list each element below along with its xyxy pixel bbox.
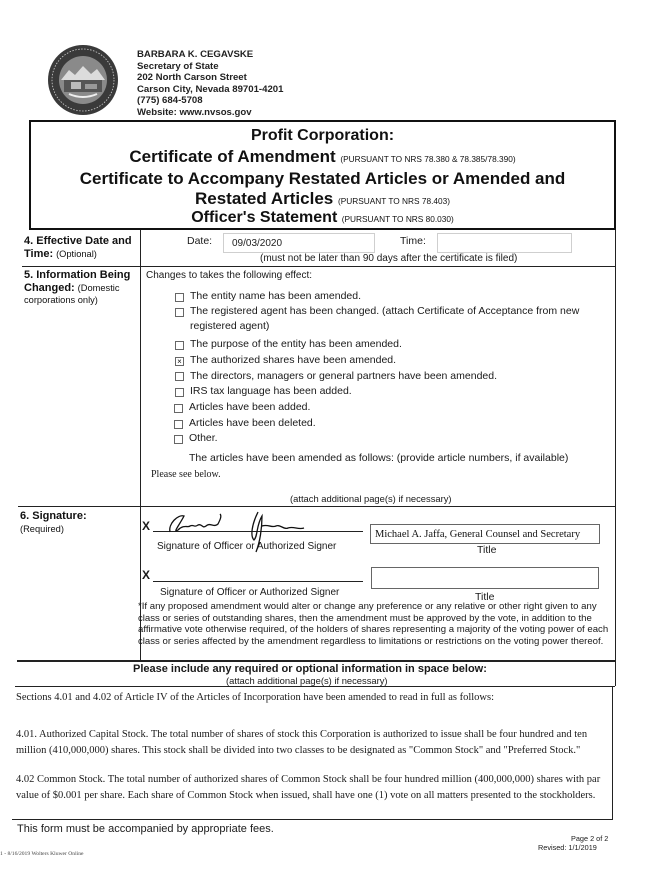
checkbox-entity-name[interactable]: [175, 293, 184, 302]
row-divider: [18, 506, 616, 507]
row-divider: [17, 660, 616, 662]
amendment-intro-paragraph: Sections 4.01 and 4.02 of Article IV of the Articles of Incorporation have been amended to read in full as follows:: [16, 692, 495, 703]
form-title-box: [29, 120, 616, 230]
title-text: Officer's Statement: [191, 209, 338, 226]
section-label-text: 5. Information Being: [24, 269, 131, 281]
section-label-text: Time:: [24, 247, 54, 260]
section5-label: [24, 269, 130, 307]
print-stamp: 1 - 8/16/2019 Wolters Kluwer Online: [0, 851, 84, 857]
additional-info-heading: Please include any required or optional information in space below:: [133, 663, 487, 675]
checkbox-irs-tax[interactable]: [175, 388, 184, 397]
option-label-continued: registered agent): [190, 320, 270, 332]
option-label: The entity name has been amended.: [190, 290, 362, 302]
office-street: 202 North Carson Street: [137, 72, 247, 84]
additional-info-subheading: (attach additional page(s) if necessary): [226, 675, 388, 686]
checkbox-registered-agent[interactable]: [175, 308, 184, 317]
checkbox-other[interactable]: [174, 435, 183, 444]
option-label: Articles have been added.: [189, 401, 311, 413]
revised-date: Revised: 1/1/2019: [538, 843, 597, 852]
section-4-02-paragraph: 4.02 Common Stock. The total number of authorized shares of Common Stock shall be four hundred million (400,000,000) shares with par value of $0.001 per share. Each share of Common Stock when issued, shall have one (1) vote on all matters presented to the stockholders.: [16, 774, 601, 801]
option-label: The registered agent has been changed. (attach Certificate of Acceptance from new: [190, 305, 580, 317]
right-border: [612, 686, 613, 820]
row-divider: [22, 266, 616, 267]
row-divider: [15, 686, 615, 687]
office-phone: (775) 684-5708: [137, 95, 203, 107]
title-text: Certificate of Amendment: [129, 147, 336, 166]
checkbox-purpose[interactable]: [175, 341, 184, 350]
option-label: Other.: [189, 432, 218, 444]
option-label: The purpose of the entity has been amended.: [190, 338, 402, 350]
time-label: Time:: [400, 235, 426, 247]
effective-date-input[interactable]: 09/03/2020: [223, 233, 375, 253]
section-label-note: (Optional): [56, 248, 97, 259]
secretary-name: BARBARA K. CEGAVSKE: [137, 49, 254, 60]
form-title-restated-articles: [31, 189, 614, 209]
fees-notice: This form must be accompanied by appropriate fees.: [17, 823, 274, 835]
signer2-title-input[interactable]: [371, 567, 599, 589]
option-label: The directors, managers or general partners have been amended.: [190, 370, 498, 382]
attach-note: (attach additional page(s) if necessary): [290, 493, 452, 504]
office-website: Website: www.nvsos.gov: [137, 106, 252, 118]
bottom-border: [12, 819, 613, 820]
secretary-of-state-address: [137, 49, 283, 119]
form-title-certificate-of-amendment: [31, 147, 614, 167]
checkbox-authorized-shares[interactable]: ×: [175, 357, 184, 366]
changes-intro: Changes to takes the following effect:: [146, 270, 313, 281]
section-label-text: 6. Signature:: [20, 510, 87, 522]
title-note: (PURSUANT TO NRS 78.403): [337, 196, 451, 206]
amendment-response[interactable]: Please see below.: [151, 469, 221, 480]
section-label-text: Changed:: [24, 281, 75, 294]
form-title-certificate-to-accompany: Certificate to Accompany Restated Articles or Amended and: [79, 169, 566, 188]
signer2-title-caption: Title: [475, 591, 495, 603]
date-label: Date:: [187, 235, 213, 247]
signer1-title-caption: Title: [477, 544, 497, 556]
signature-x-mark: X: [142, 568, 151, 582]
signer1-caption: Signature of Officer or Authorized Signer: [157, 541, 337, 552]
option-label: IRS tax language has been added.: [190, 385, 352, 397]
section6-label: [20, 510, 87, 535]
signer1-title-input[interactable]: Michael A. Jaffa, General Counsel and Secretary: [370, 524, 600, 544]
section-label-text: 4. Effective Date and: [24, 235, 132, 247]
form-title-officers-statement: [31, 209, 614, 227]
office-city: Carson City, Nevada 89701-4201: [137, 83, 284, 95]
signature-footnote: *If any proposed amendment would alter or change any preference or any relative or other right given to any class or series of outstanding shares, then the amendment must be approved by the vote, in addition to the affirmative vote otherwise required, of the holders of shares representing a majority of the voting power of each class or series affected by the amendment regardless to limitations or restrictions on the voting power thereof.: [138, 601, 609, 648]
column-divider: [140, 230, 141, 662]
option-label: The authorized shares have been amended.: [190, 354, 397, 366]
checkbox-articles-added[interactable]: [174, 404, 183, 413]
secretary-office: Secretary of State: [137, 60, 219, 72]
nevada-state-seal-logo: [47, 44, 119, 116]
effective-date-note: (must not be later than 90 days after the certificate is filed): [260, 253, 518, 264]
section-label-note: corporations only): [24, 295, 98, 305]
form-title-profit-corporation: Profit Corporation:: [250, 127, 395, 144]
section-4-01-paragraph: 4.01. Authorized Capital Stock. The total number of shares of stock this Corporation is authorized to issue shall be four hundred and ten million (410,000,000) shares. This stock shall be divided into two classes to be designated as "Common Stock" and "Preferred Stock.": [16, 729, 588, 756]
section-label-note: (Required): [20, 523, 64, 534]
page-number: Page 2 of 2: [571, 834, 609, 843]
effective-time-input[interactable]: [437, 233, 572, 253]
signature-line-2[interactable]: [153, 581, 363, 582]
section4-label: [24, 235, 132, 260]
checkbox-directors[interactable]: [175, 372, 184, 381]
title-note: (PURSUANT TO NRS 80.030): [341, 214, 454, 224]
signature-x-mark: X: [142, 519, 151, 533]
amended-as-follows-label: The articles have been amended as follows: (provide article numbers, if available): [189, 452, 569, 464]
signer2-caption: Signature of Officer or Authorized Signer: [160, 587, 340, 598]
section-label-note: (Domestic: [77, 282, 120, 293]
checkbox-articles-deleted[interactable]: [174, 420, 183, 429]
title-note: (PURSUANT TO NRS 78.380 & 78.385/78.390): [340, 154, 516, 164]
title-text: Restated Articles: [194, 189, 334, 208]
option-label: Articles have been deleted.: [189, 417, 316, 429]
